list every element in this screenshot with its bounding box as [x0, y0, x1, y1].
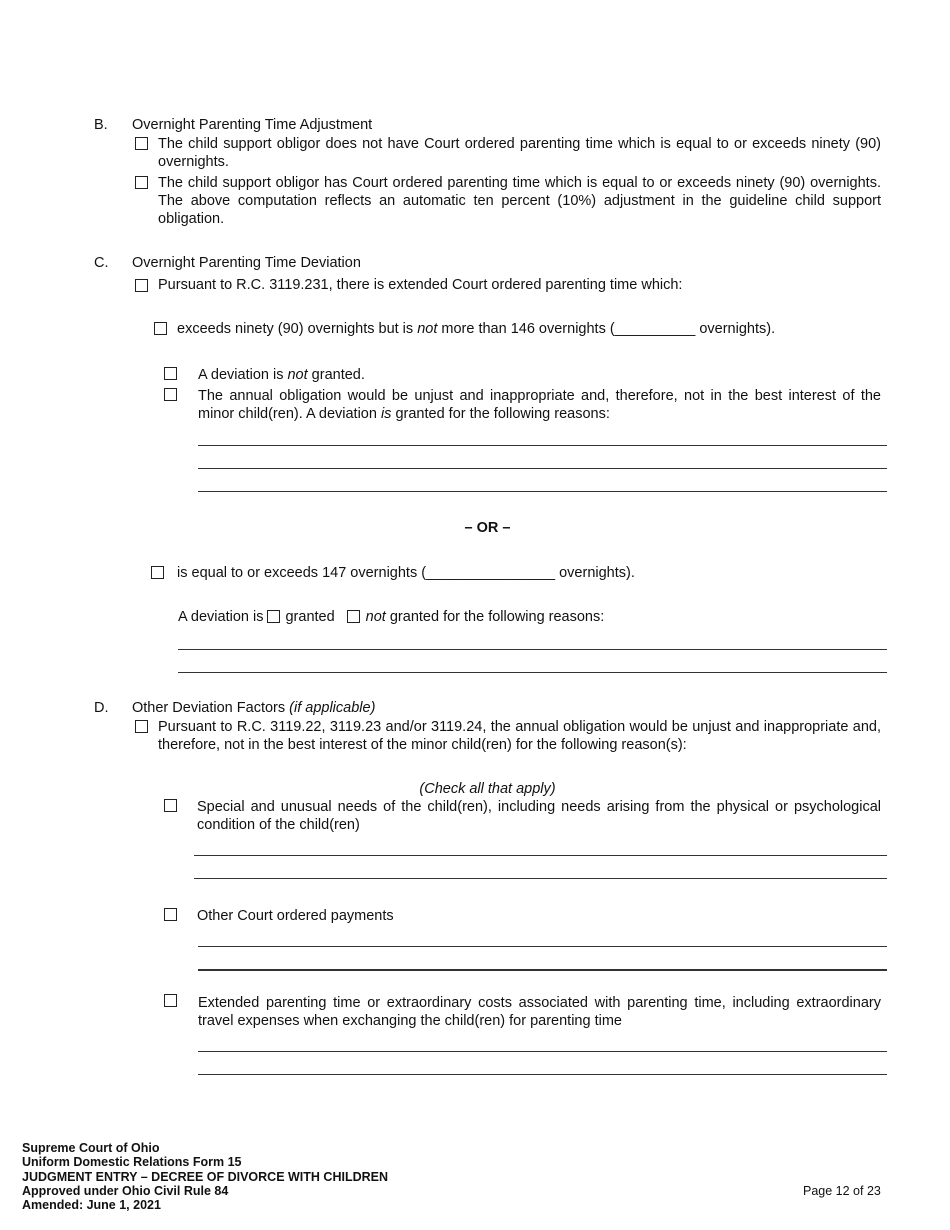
- form-footer: [22, 1141, 388, 1212]
- footer-form-name: Uniform Domestic Relations Form 15: [22, 1155, 242, 1170]
- extended-parenting-checkbox[interactable]: [135, 279, 148, 292]
- footer-court: Supreme Court of Ohio: [22, 1141, 160, 1155]
- exceeds-147-checkbox[interactable]: [151, 566, 164, 579]
- deviation-granted-text: The annual obligation would be unjust and inappropriate and, therefore, not in the best interest of the minor child(ren). A deviation is granted for the following reasons:: [198, 388, 881, 422]
- other-payments-text: Other Court ordered payments: [197, 908, 394, 924]
- section-c-title: Overnight Parenting Time Deviation: [132, 255, 361, 271]
- exceeds-90-text: exceeds ninety (90) overnights but is not more than 146 overnights (__________ overnights).: [177, 321, 776, 337]
- reason-line[interactable]: [198, 468, 887, 469]
- deviation-147-row: A deviation is granted not granted for the following reasons:: [178, 609, 605, 625]
- extended-costs-text: Extended parenting time or extraordinary costs associated with parenting time, including extraordinary travel expenses when exchanging the child(ren) for parenting time: [198, 995, 881, 1029]
- reason-line[interactable]: [198, 1074, 887, 1075]
- section-b-title: Overnight Parenting Time Adjustment: [132, 117, 373, 133]
- reason-line[interactable]: [198, 969, 887, 971]
- check-all-note: (Check all that apply): [419, 781, 556, 797]
- deviation-not-granted-checkbox[interactable]: [164, 367, 177, 380]
- page-number: Page 12 of 23: [803, 1184, 881, 1198]
- deviation-not-granted-text: A deviation is not granted.: [198, 367, 365, 383]
- other-payments-checkbox[interactable]: [164, 908, 177, 921]
- overnight-90-plus-text: The child support obligor has Court ordered parenting time which is equal to or exceeds ninety (90) overnights. The above computation reflects an automatic ten percent (10%) adjustment in the guideline child support obligation.: [158, 175, 881, 227]
- section-c-letter: C.: [94, 255, 109, 271]
- section-b-letter: B.: [94, 117, 108, 133]
- reason-line[interactable]: [194, 855, 887, 856]
- overnight-under-90-text: The child support obligor does not have Court ordered parenting time which is equal to or exceeds ninety (90) overnights.: [158, 136, 881, 170]
- deviation-147-granted-checkbox[interactable]: [267, 610, 280, 623]
- reason-line[interactable]: [178, 672, 887, 673]
- reason-line[interactable]: [198, 445, 887, 446]
- section-d-letter: D.: [94, 700, 109, 716]
- special-needs-checkbox[interactable]: [164, 799, 177, 812]
- exceeds-90-checkbox[interactable]: [154, 322, 167, 335]
- extended-costs-checkbox[interactable]: [164, 994, 177, 1007]
- other-deviation-checkbox[interactable]: [135, 720, 148, 733]
- other-deviation-text: Pursuant to R.C. 3119.22, 3119.23 and/or 3119.24, the annual obligation would be unjust and inappropriate and, therefore, not in the best interest of the minor child(ren) for the following reason(s):: [158, 719, 881, 753]
- footer-approval: Approved under Ohio Civil Rule 84: [22, 1183, 229, 1198]
- footer-form-title: JUDGMENT ENTRY – DECREE OF DIVORCE WITH CHILDREN: [22, 1169, 388, 1184]
- deviation-granted-checkbox[interactable]: [164, 388, 177, 401]
- exceeds-147-text: is equal to or exceeds 147 overnights (________________ overnights).: [177, 565, 635, 581]
- overnight-under-90-checkbox[interactable]: [135, 137, 148, 150]
- reason-line[interactable]: [178, 649, 887, 650]
- deviation-147-not-granted-checkbox[interactable]: [347, 610, 360, 623]
- section-d-title: Other Deviation Factors (if applicable): [132, 700, 376, 716]
- special-needs-text: Special and unusual needs of the child(ren), including needs arising from the physical or psychological condition of the child(ren): [197, 799, 881, 833]
- or-separator: – OR –: [464, 520, 511, 536]
- reason-line[interactable]: [198, 491, 887, 492]
- overnight-90-plus-checkbox[interactable]: [135, 176, 148, 189]
- extended-parenting-text: Pursuant to R.C. 3119.231, there is extended Court ordered parenting time which:: [158, 277, 683, 293]
- reason-line[interactable]: [194, 878, 887, 879]
- reason-line[interactable]: [198, 946, 887, 947]
- footer-amended: Amended: June 1, 2021: [22, 1198, 161, 1213]
- reason-line[interactable]: [198, 1051, 887, 1052]
